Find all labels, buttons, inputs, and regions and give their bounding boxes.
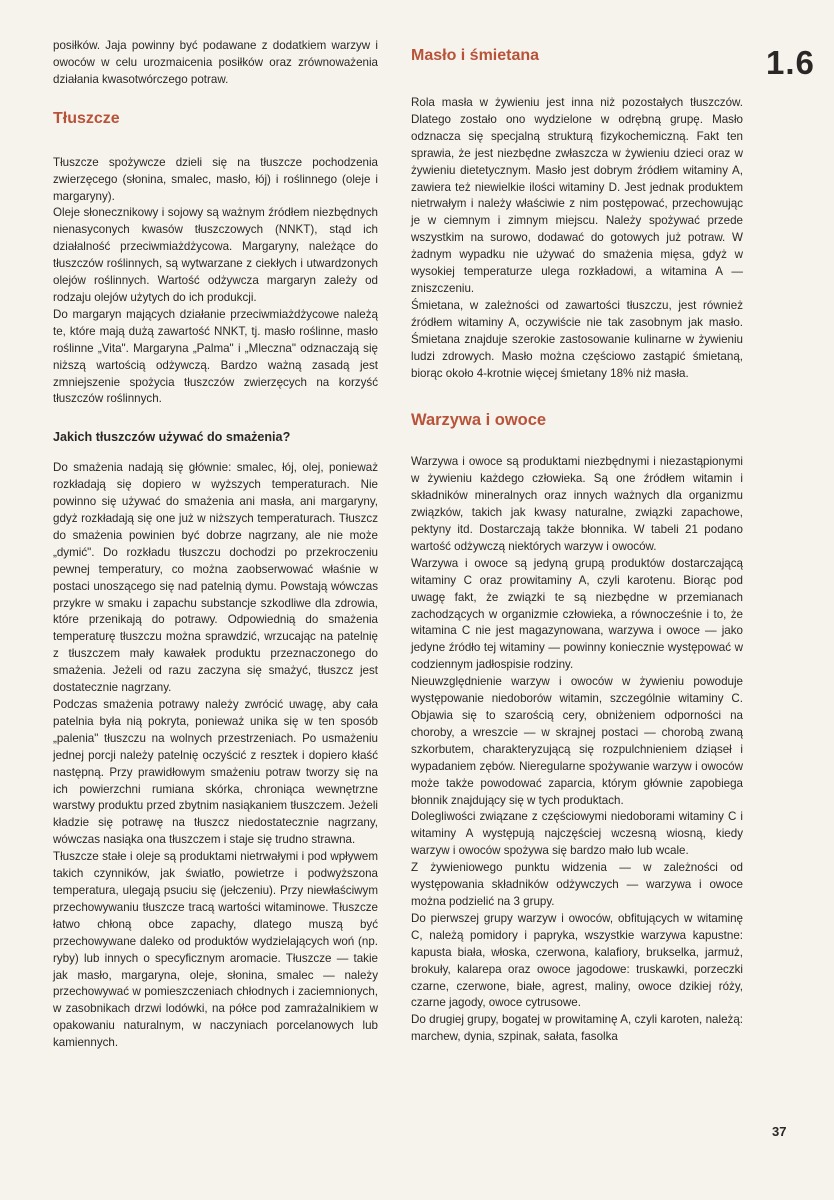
fats-paragraph: Do margaryn mających działanie przeciwmiażdżycowe należą te, które mają dużą zawartość NNKT, tj. masło roślinne, masło roślinne „Vita". Margaryna „Palma" i „Mleczna" odznaczają się niższą wartością odżywczą. Bardzo ważną zasadą jest zmniejszenie spożycia tłuszczów zwierzęcych na korzyść tłuszczów roślinnych. — [53, 307, 378, 406]
heading-frying: Jakich tłuszczów używać do smażenia? — [53, 430, 291, 445]
vegetables-paragraph: Warzywa i owoce są jedyną grupą produktów dostarczającą witaminy C oraz prowitaminy A, czyli karotenu. Biorąc pod uwagę fakt, że związki te są niezbędne w przemianach zachodzących w organizmie człowieka, a równocześnie i to, że witamina C nie jest magazynowana, warzywa i owoce — jako jedyne źródło tej witaminy — powinny koniecznie występować w codziennym jadłospisie rodziny. — [411, 556, 743, 672]
fats-paragraph: Oleje słonecznikowy i sojowy są ważnym źródłem niezbędnych nienasyconych kwasów tłuszczowych (NNKT), stąd ich działalność przeciwmiażdżycowa. Margaryny, należące do tłuszczów roślinnych, są wytwarzane z ciekłych i utwardzonych olejów roślinnych. Wartość odżywcza margaryn zależy od rodzaju olejów użytych do ich produkcji. — [53, 206, 378, 304]
heading-butter: Masło i śmietana — [411, 47, 540, 64]
fats-paragraph: Tłuszcze spożywcze dzieli się na tłuszcze pochodzenia zwierzęcego (słonina, smalec, masło, łój) i roślinnego (oleje i margaryny). — [53, 155, 378, 203]
section-number: 1.6 — [766, 44, 815, 81]
vegetables-paragraph: Dolegliwości związane z częściowymi niedoborami witaminy C i witaminy A występują najczęściej wczesną wiosną, kiedy warzyw i owoców spożywa się bardzo mało lub wcale. — [411, 810, 743, 858]
vegetables-paragraph: Z żywieniowego punktu widzenia — w zależności od występowania składników odżywczych — warzywa i owoce można podzielić na 3 grupy. — [411, 861, 743, 908]
frying-paragraph: Do smażenia nadają się głównie: smalec, łój, olej, ponieważ rozkładają się dopiero w wyższych temperaturach. Nie powinno się używać do smażenia ani masła, ani margaryny, gdyż rozkładają się one już w niższych temperaturach. Tłuszcz do smażenia powinien być dobrze nagrzany, ale nie może „dymić". Do rozkładu tłuszczu dochodzi po przekroczeniu pewnej temperatury, co można zaobserwować właśnie w postaci unoszącego się nad patelnią dymu. Powstają wówczas przykre w smaku i zapachu substancje szkodliwe dla zdrowia, które przenikają do potrawy. Odpowiednią do smażenia temperaturę tłuszczu można sprawdzić, wrzucając na patelnię z tłuszczem mały kawałek produktu przeznaczonego do smażenia. Jeżeli od razu zaczyna się smażyć, tłuszcz jest dostatecznie nagrzany. — [53, 461, 378, 695]
vegetables-paragraph: Do pierwszej grupy warzyw i owoców, obfitujących w witaminę C, należą pomidory i papryka, wszystkie warzywa kapustne: kapusta biała, włoska, czerwona, kalafiory, brukselka, jarmuż, brokuły, kalarepa oraz owoce jagodowe: truskawki, porzeczki czarne, czerwone, białe, agrest, maliny, owoce dzikiej róży, czarne jagody, owoce cytrusowe. — [411, 911, 743, 1010]
vegetables-paragraph: Do drugiej grupy, bogatej w prowitaminę A, czyli karoten, należą: marchew, dynia, szpinak, sałata, fasolka — [411, 1013, 743, 1044]
left-column — [53, 38, 378, 1052]
butter-paragraph: Śmietana, w zależności od zawartości tłuszczu, jest również źródłem witaminy A, oczywiście nie tak zasobnym jak masło. Śmietana znajduje szerokie zastosowanie kulinarne w żywieniu ludzi zdrowych. Masło można częściowo zastąpić śmietaną, biorąc około 4-krotnie więcej śmietany 18% niż masła. — [411, 298, 743, 380]
heading-vegetables: Warzywa i owoce — [411, 411, 547, 430]
frying-paragraph: Podczas smażenia potrawy należy zwrócić uwagę, aby cała patelnia była nią pokryta, ponieważ unika się w ten sposób „palenia" tłuszczu na wolnych przestrzeniach. Po usmażeniu jednej porcji należy patelnię oczyścić z resztek i dopiero kłaść następną. Przy prawidłowym smażeniu potraw tworzy się na ich powierzchni rumiana skórka, chroniąca wewnętrzne warstwy produktu przed zbytnim nasiąkaniem tłuszczem. Jeżeli kładzie się potrawę na tłuszcz niedostatecznie nagrzany, wówczas nasiąka ona tłuszczem i staje się trudno strawna. — [53, 698, 378, 847]
heading-fats: Tłuszcze — [53, 109, 120, 127]
page-number: 37 — [772, 1124, 787, 1139]
butter-paragraph: Rola masła w żywieniu jest inna niż pozostałych tłuszczów. Dlatego zostało ono wydzielone w odrębną grupę. Masło odznacza się specjalną strukturą fizykochemiczną. Fakt ten sprawia, że jest niezbędne zwłaszcza w żywieniu dzieci oraz w żywieniu dietetycznym. Masło jest dobrym źródłem witaminy A, zawiera też niewielkie ilości witaminy D. Jest jednak produktem nietrwałym i należy właściwie z nim postępować, przechowując je w ciemnym i zimnym miejscu. Należy spożywać przede wszystkim na surowo, dodawać do gotowych już potraw. W żadnym wypadku nie używać do smażenia mięsa, gdyż w wysokiej temperaturze ulega rozkładowi, a witamina A — zniszczeniu. — [411, 96, 743, 295]
intro-paragraph: posiłków. Jaja powinny być podawane z dodatkiem warzyw i owoców w celu urozmaicenia posiłków oraz zrównoważenia działania kwasotwórczego potraw. — [53, 39, 378, 86]
right-column — [411, 95, 743, 1046]
frying-paragraph: Tłuszcze stałe i oleje są produktami nietrwałymi i pod wpływem takich czynników, jak światło, powietrze i podwyższona temperatura, ulegają psuciu się (jełczeniu). Przy niewłaściwym przechowywaniu tłuszcze tracą wartości witaminowe. Tłuszcze łatwo chłoną obce zapachy, dlatego muszą być przechowywane daleko od produktów wydzielających woń (np. ryby) lub innych o specyficznym aromacie. Tłuszcze — takie jak masło, margaryna, oleje, słonina, smalec — należy przechowywać w pomieszczeniach chłodnych i zaciemnionych, w zasobnikach drzwi lodówki, na półce pod zamrażalnikiem w opakowaniu naturalnym, w naczyniach porcelanowych lub kamiennych. — [53, 850, 378, 1050]
vegetables-paragraph: Nieuwzględnienie warzyw i owoców w żywieniu powoduje występowanie niedoborów witamin, szczególnie witaminy C. Objawia się to szarością cery, obniżeniem odporności na choroby, a wreszcie — w skrajnej postaci — chorobą zwaną szkorbutem, charakteryzującą się rozpulchnieniem dziąseł i wypadaniem zębów. Nieregularne spożywanie warzyw i owoców może także powodować zaparcia, którym głównie zapobiega błonnik znajdujący się w tych produktach. — [411, 675, 743, 807]
vegetables-paragraph: Warzywa i owoce są produktami niezbędnymi i niezastąpionymi w żywieniu każdego człowieka. Są one źródłem witamin i składników mineralnych oraz innych ważnych dla organizmu związków, takich jak kwasy naturalne, związki zapachowe, pektyny itd. Dostarczają także błonnika. W tabeli 21 podano wartość odżywczą niektórych warzyw i owoców. — [411, 455, 743, 553]
